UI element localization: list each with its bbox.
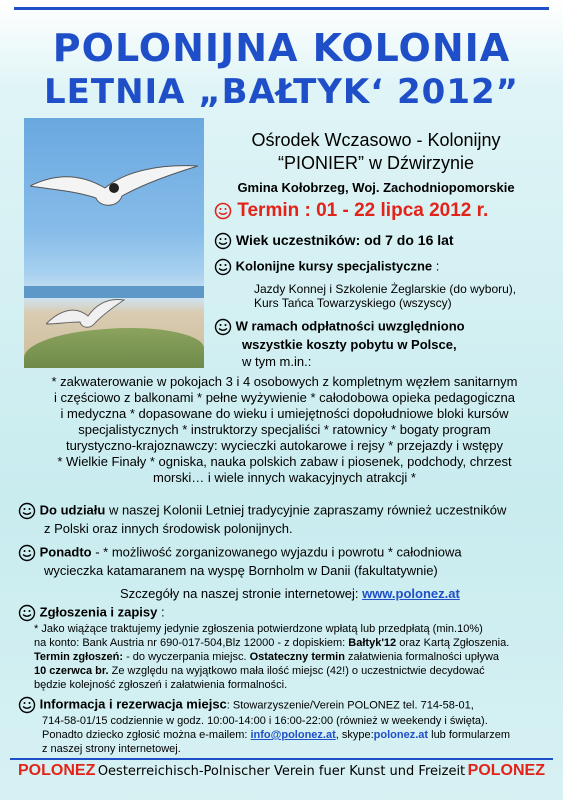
- costs-line-3: w tym m.in.:: [242, 354, 312, 369]
- registration-text: Ze względu na wyjątkowo mała ilość miejsc (42!) o uczestnictwie decydować: [108, 665, 485, 677]
- courses-label: Kolonijne kursy specjalistyczne: [235, 258, 433, 274]
- invite-line-2: z Polski oraz innych środowisk polonijnych.: [44, 521, 293, 536]
- info-text: lub formularzem: [428, 729, 510, 741]
- amenity-line: i medyczna * dopasowane do wieku i umiejętności dopołudniowe bloki kursów: [60, 406, 509, 421]
- details-text: Szczegóły na naszej stronie internetowej:: [120, 586, 363, 601]
- registration-title: Zgłoszenia i zapisy: [39, 604, 158, 620]
- seagull-large-icon: [30, 146, 200, 216]
- amenity-line: * Wielkie Finały * ogniska, nauka polskich zabaw i piosenek, podchody, chrzest: [57, 454, 512, 469]
- seagull-photo: [24, 118, 204, 368]
- center-pionier: “PIONIER” w Dźwirzynie: [277, 153, 474, 173]
- smiley-icon: [214, 258, 232, 276]
- dune-grass: [24, 328, 204, 368]
- registration-title-line: [18, 604, 165, 622]
- extra-line-2: wycieczka katamaranem na wyspę Bornholm w Danii (fakultatywnie): [44, 563, 438, 578]
- website-link[interactable]: www.polonez.at: [362, 586, 460, 601]
- smiley-icon: [214, 232, 232, 250]
- registration-line-1: * Jako wiążące traktujemy jedynie zgłoszenia potwierdzone wpłatą lub przedpłatą (min.10%): [34, 623, 483, 635]
- registration-text: - do wyczerpania miejsc.: [123, 651, 250, 663]
- skype-id: polonez.at: [373, 729, 429, 741]
- amenities-block: [22, 374, 547, 486]
- smiley-icon: [214, 318, 232, 336]
- center-region: Gmina Kołobrzeg, Woj. Zachodniopomorskie: [237, 180, 515, 195]
- extra-text-1: - * możliwość zorganizowanego wyjazdu i powrotu * całodniowa: [91, 544, 462, 560]
- courses-line: [214, 258, 439, 276]
- smiley-icon: [18, 604, 36, 622]
- info-text: Ponadto dziecko zgłosić można e-mailem:: [42, 729, 251, 741]
- invite-line-1: [18, 502, 506, 520]
- invite-bold: Do udziału: [39, 502, 106, 518]
- email-link[interactable]: info@polonez.at: [250, 729, 336, 741]
- registration-text: na konto: Bank Austria nr 690-017-504,Blz 12000 - z dopiskiem:: [34, 637, 349, 649]
- seagull-small-icon: [46, 294, 126, 334]
- registration-text: załatwienia formalności upływa: [344, 651, 500, 663]
- footer-logo-right: POLONEZ: [467, 762, 545, 779]
- registration-final-label: Ostateczny termin: [249, 651, 345, 663]
- registration-deadline-label: Termin zgłoszeń:: [34, 651, 124, 663]
- term-text: Termin : 01 - 22 lipca 2012 r.: [237, 200, 489, 221]
- amenity-line: specjalistycznych * instruktorzy specjaliści * ratownicy * bogaty program: [78, 422, 491, 437]
- footer-logo-left: POLONEZ: [18, 762, 96, 779]
- registration-text: oraz Kartą Zgłoszenia.: [396, 637, 510, 649]
- info-line-3: [42, 728, 510, 742]
- registration-line-3: [34, 650, 499, 664]
- center-name: Ośrodek Wczasowo - Kolonijny: [251, 130, 501, 150]
- info-line-1: [18, 696, 474, 714]
- registration-line-4: [34, 664, 485, 678]
- smiley-icon: [18, 696, 36, 714]
- age-line: [214, 232, 454, 250]
- footer-bar: [10, 758, 553, 782]
- age-text: Wiek uczestników: od 7 do 16 lat: [235, 232, 454, 248]
- extra-bold: Ponadto: [39, 544, 92, 560]
- top-rule: [14, 7, 549, 10]
- course-line-2: Kurs Tańca Towarzyskiego (wszyscy): [254, 296, 452, 310]
- amenity-line: * zakwaterowanie w pokojach 3 i 4 osobowych z kompletnym węzłem sanitarnym: [51, 374, 518, 389]
- costs-line-2: wszystkie koszty pobytu w Polsce,: [242, 337, 457, 352]
- registration-line-5: będzie kolejność zgłoszeń i załatwienia formalności.: [34, 679, 288, 691]
- extra-line-1: [18, 544, 462, 562]
- info-title: Informacja i rezerwacja miejsc: [39, 696, 227, 712]
- costs-text-1: W ramach odpłatności uwzględniono: [235, 318, 465, 334]
- registration-date: 10 czerwca br.: [34, 665, 109, 677]
- details-line: [120, 586, 460, 601]
- title-line-2: LETNIA „BAŁTYK‘ 2012”: [43, 72, 519, 112]
- smiley-icon: [214, 202, 232, 220]
- term-line: [214, 200, 488, 222]
- amenity-line: turystyczno-krajoznawczy: wycieczki autokarowe i rejsy * przejazdy i wstępy: [65, 438, 504, 453]
- title-line-1: POLONIJNA KOLONIA: [52, 26, 511, 70]
- info-text-1: : Stowarzyszenie/Verein POLONEZ tel. 714-58-01,: [226, 699, 474, 712]
- registration-line-2: [34, 636, 509, 650]
- info-text: , skype:: [335, 729, 374, 741]
- invite-text-1: w naszej Kolonii Letniej tradycyjnie zapraszamy również uczestników: [105, 502, 507, 518]
- amenity-line: i częściowo z balkonami * pełne wyżywienie * całodobowa opieka pedagogiczna: [53, 390, 516, 405]
- course-line-1: Jazdy Konnej i Szkolenie Żeglarskie (do wyboru),: [254, 282, 517, 296]
- costs-line-1: [214, 318, 465, 336]
- courses-sep: :: [432, 258, 440, 274]
- footer-org-name: Oesterreichisch-Polnischer Verein fuer Kunst und Freizeit: [97, 763, 466, 779]
- registration-sep: :: [157, 604, 165, 620]
- amenity-line: morski… i wiele innych wakacyjnych atrakcji *: [153, 470, 416, 485]
- smiley-icon: [18, 502, 36, 520]
- info-line-4: z naszej strony internetowej.: [42, 743, 181, 755]
- registration-keyword: Bałtyk'12: [348, 637, 397, 649]
- info-line-2: 714-58-01/15 codziennie w godz. 10:00-14:00 i 16:00-22:00 (również w weekendy i święta).: [42, 715, 488, 727]
- smiley-icon: [18, 544, 36, 562]
